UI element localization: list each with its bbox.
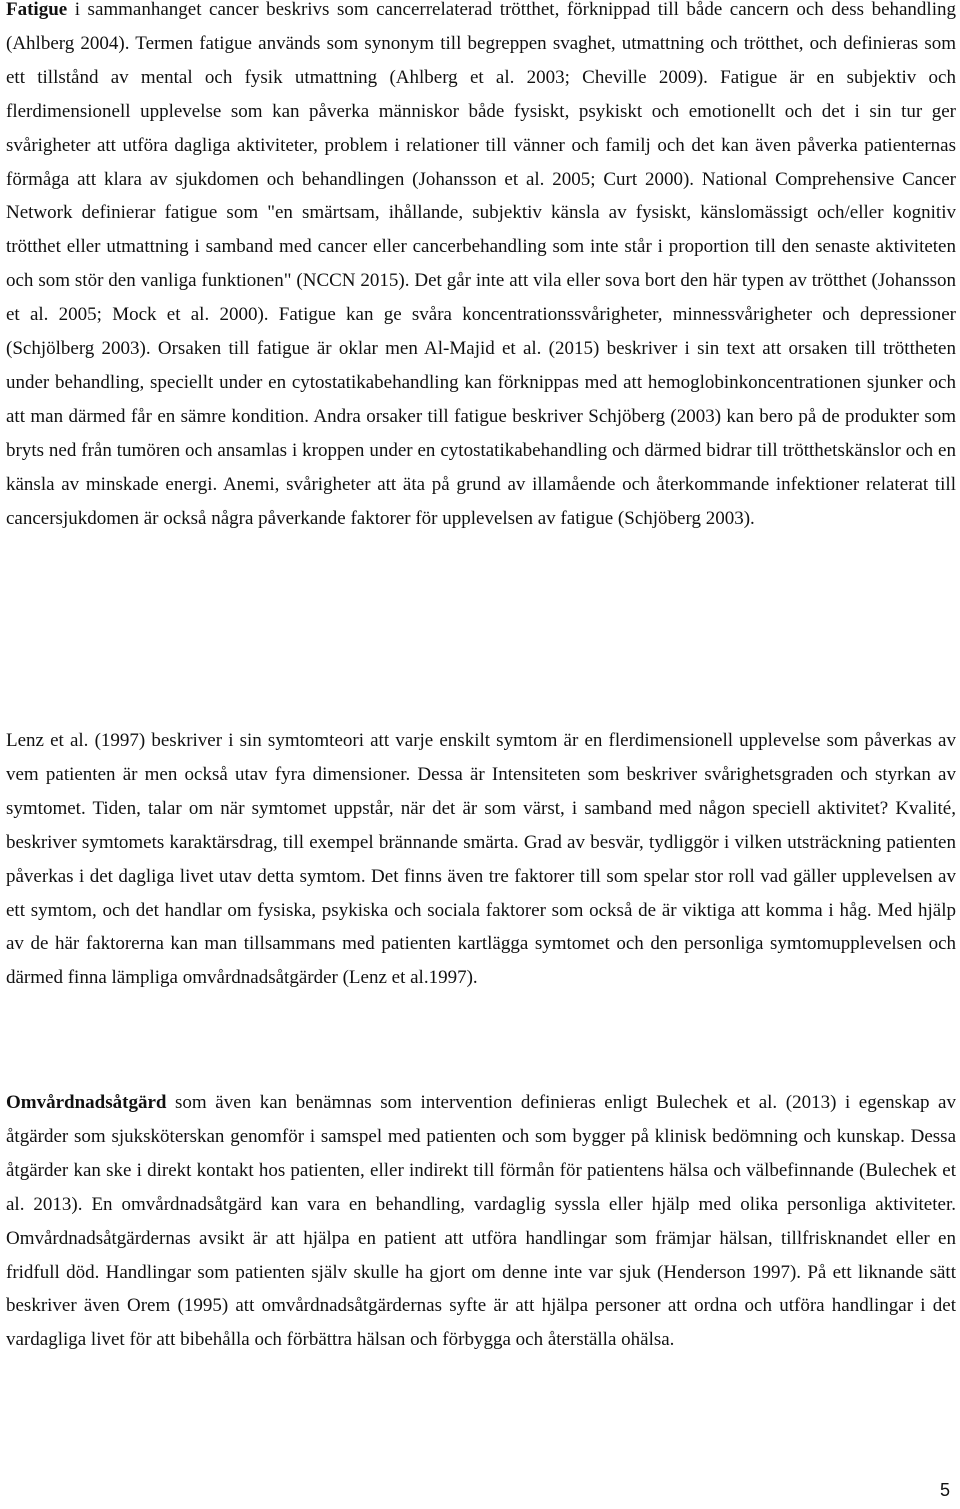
- paragraph-fatigue: [6, 0, 956, 536]
- paragraph-symptom-theory: [6, 724, 956, 995]
- term-fatigue: Fatigue: [6, 0, 68, 20]
- page-number: 5: [939, 1480, 950, 1500]
- paragraph-nursing-intervention: [6, 1086, 956, 1357]
- paragraph-nursing-intervention-text: som även kan benämnas som intervention definieras enligt Bulechek et al. (2013) i egenskap av åtgärder som sjuksköterskan genomför i samspel med patienten och som bygger på klinisk bedömning och kunskap. Dessa åtgärder kan ske i direkt kontakt hos patienten, eller indirekt till förmån för patientens hälsa och välbefinnande (Bulechek et al. 2013). En omvårdnadsåtgärd kan vara en behandling, vardaglig syssla eller hjälp med olika personliga aktiviteter. Omvårdnadsåtgärdernas avsikt är att hjälpa en patient att utföra handlingar som främjar hälsan, tillfrisknandet eller en fridfull död. Handlingar som patienten själv skulle ha gjort om denne inte var sjuk (Henderson 1997). På ett liknande sätt beskriver även Orem (1995) att omvårdnadsåtgärdernas syfte är att hjälpa personer att ordna och utföra handlingar i det vardagliga livet för att bibehålla och förbättra hälsan och förbygga och återställa ohälsa.: [6, 1092, 956, 1351]
- paragraph-symptom-theory-text: Lenz et al. (1997) beskriver i sin symtomteori att varje enskilt symtom är en flerdimensionell upplevelse som påverkas av vem patienten är men också utav fyra dimensioner. Dessa är Intensiteten som beskriver svårighetsgraden och styrkan av symtomet. Tiden, talar om när symtomet uppstår, när det är som värst, i samband med någon speciell aktivitet? Kvalité, beskriver symtomets karaktärsdrag, till exempel brännande smärta. Grad av besvär, tydliggör i vilken utsträckning patienten påverkas i det dagliga livet utav detta symtom. Det finns även tre faktorer till som spelar stor roll vad gäller upplevelsen av ett symtom, och det handlar om fysiska, psykiska och sociala faktorer som också de är viktiga att komma i håg. Med hjälp av de här faktorerna kan man tillsammans med patienten kartlägga symtomet och den personliga symtomupplevelsen och därmed finna lämpliga omvårdnadsåtgärder (Lenz et al.1997).: [6, 730, 956, 989]
- term-omvardnadsatgard: Omvårdnadsåtgärd: [6, 1092, 167, 1113]
- paragraph-fatigue-text: i sammanhanget cancer beskrivs som cancerrelaterad trötthet, förknippad till både cancern och dess behandling (Ahlberg 2004). Termen fatigue används som synonym till begreppen svaghet, utmattning och trötthet, och definieras som ett tillstånd av mental och fysik utmattning (Ahlberg et al. 2003; Cheville 2009). Fatigue är en subjektiv och flerdimensionell upplevelse som kan påverka människor både fysiskt, psykiskt och emotionellt och det i sin tur ger svårigheter att utföra dagliga aktiviteter, problem i relationer till vänner och familj och det kan även påverka patienternas förmåga att klara av sjukdomen och behandlingen (Johansson et al. 2005; Curt 2000). National Comprehensive Cancer Network definierar fatigue som "en smärtsam, ihållande, subjektiv känsla av fysiskt, känslomässigt och/eller kognitiv trötthet eller utmattning i samband med cancer eller cancerbehandling som inte står i proportion till den senaste aktiviteten och som stör den vanliga funktionen" (NCCN 2015). Det går inte att vila eller sova bort den här typen av trötthet (Johansson et al. 2005; Mock et al. 2000). Fatigue kan ge svåra koncentrationssvårigheter, minnessvårigheter och depressioner (Schjölberg 2003). Orsaken till fatigue är oklar men Al-Majid et al. (2015) beskriver i sin text att orsaken till tröttheten under behandling, speciellt under en cytostatikabehandling kan förknippas med att hemoglobinkoncentrationen sjunker och att man därmed får en sämre kondition. Andra orsaker till fatigue beskriver Schjöberg (2003) kan bero på de produkter som bryts ned från tumören och ansamlas i kroppen under en cytostatikabehandling och därmed bidrar till trötthetskänslor och en känsla av minskade energi. Anemi, svårigheter att äta på grund av illamående och återkommande infektioner relaterat till cancersjukdomen är också några påverkande faktorer för upplevelsen av fatigue (Schjöberg 2003).: [6, 0, 956, 529]
